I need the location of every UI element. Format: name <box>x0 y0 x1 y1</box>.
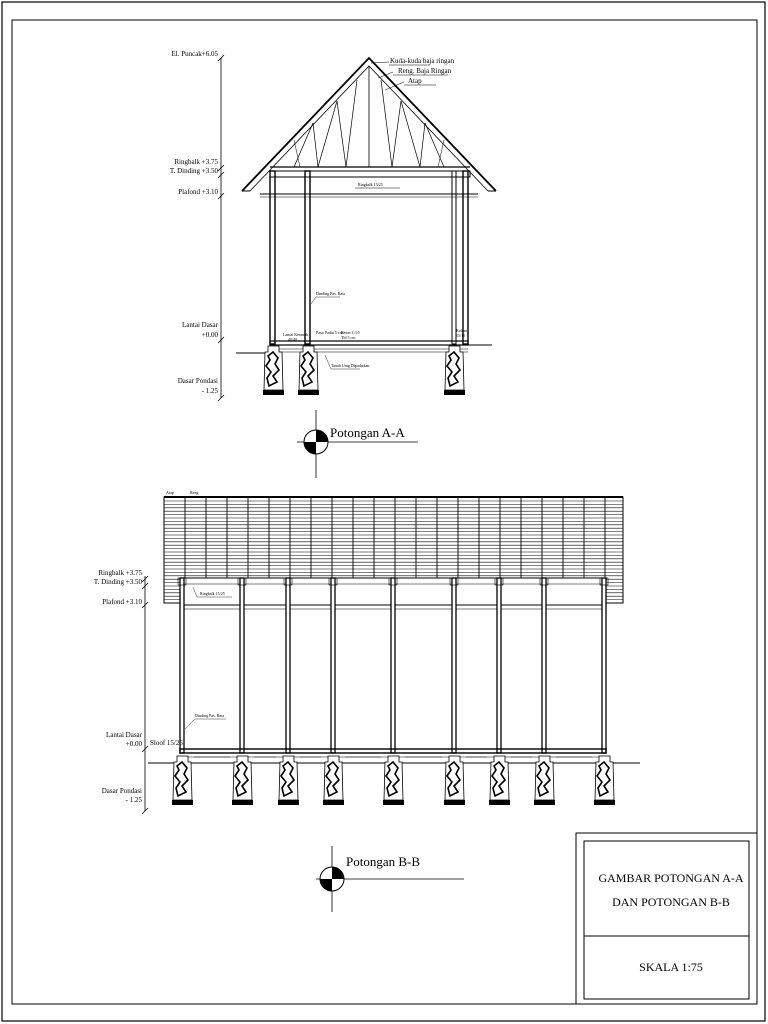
column-bb-5 <box>391 578 395 753</box>
note-reng: Reng. Baja Ringan <box>398 67 452 75</box>
note-truss: Kuda-kuda baja ringan <box>390 57 455 65</box>
note-reng-bb: Reng <box>190 490 199 495</box>
level-peak-label: El. Puncak+6.05 <box>171 50 218 58</box>
footing-bb-5 <box>383 756 404 805</box>
level-pondasi-value: - 1.25 <box>201 387 218 395</box>
column-bb-7 <box>497 578 501 753</box>
footing-bb-1 <box>172 756 193 805</box>
note-pasir: Pasir Padat 5 cm <box>316 330 343 335</box>
column-bb-4 <box>331 578 335 753</box>
level-pondasi-bb-value: - 1.25 <box>125 796 142 804</box>
note-beton: Beton 1:3:5 <box>341 330 360 335</box>
footing-bb-9 <box>594 756 615 805</box>
column-bb-1 <box>180 578 184 753</box>
note-kolom-2: 15/15 <box>456 333 466 338</box>
footing-bb-7 <box>489 756 510 805</box>
level-lantai-bb: Lantai Dasar <box>106 731 142 739</box>
section-aa <box>170 50 496 478</box>
column-bb-2 <box>240 578 244 753</box>
column-bb-9 <box>602 578 606 753</box>
section-bb <box>94 490 640 912</box>
note-lantai-keramik-2: 40/40 <box>288 337 298 342</box>
section-marker-aa <box>297 410 418 478</box>
note-dinding-aa: Dinding Pas. Bata <box>316 291 345 296</box>
level-dinding-label: T. Dinding +3.50 <box>169 167 218 175</box>
column-bb-3 <box>286 578 290 753</box>
footing-bb-3 <box>278 756 299 805</box>
section-marker-bb <box>316 846 464 912</box>
title-scale: SKALA 1:75 <box>639 960 703 974</box>
level-ringbalk-label: Ringbalk +3.75 <box>174 158 218 166</box>
footing-bb-8 <box>534 756 555 805</box>
note-dinding-bb: Dinding Pas. Bata <box>195 713 224 718</box>
level-pondasi-bb: Dasar Pondasi <box>101 787 142 795</box>
note-lantai-keramik: Lantai Keramik <box>283 332 309 337</box>
note-kolom: Kolom <box>456 328 468 333</box>
note-atap-bb: Atap <box>166 490 174 495</box>
footing-bb-2 <box>232 756 253 805</box>
level-sloof-bb: Sloof 15/25 <box>150 739 183 747</box>
footings-aa <box>263 346 465 395</box>
level-pondasi-label: Dasar Pondasi <box>177 377 218 385</box>
title-block <box>576 833 757 1004</box>
level-lantai-value: +0.00 <box>201 331 218 339</box>
column-bb-8 <box>542 578 546 753</box>
footing-bb-4 <box>323 756 344 805</box>
note-ringbalk-bb: Ringbalk 15/25 <box>200 591 225 596</box>
note-atap: Atap <box>408 77 422 85</box>
note-beton-2: Tbl 5 cm <box>341 335 356 340</box>
level-dinding-bb: T. Dinding +3.50 <box>93 578 142 586</box>
level-lantai-bb-value: +0.00 <box>125 740 142 748</box>
level-ringbalk-bb: Ringbalk +3.75 <box>98 569 142 577</box>
footing-bb-6 <box>444 756 465 805</box>
title-line-2: DAN POTONGAN B-B <box>612 895 730 909</box>
level-plafond-bb: Plafond +3.10 <box>102 598 142 606</box>
level-lantai-label: Lantai Dasar <box>182 321 218 329</box>
title-line-1: GAMBAR POTONGAN A-A <box>598 871 744 885</box>
note-ringbalk-aa: Ringbalk 15/25 <box>358 182 383 187</box>
level-plafond-label: Plafond +3.10 <box>178 188 218 196</box>
note-urug: Tanah Urug Dipadatkan <box>331 363 370 368</box>
column-bb-6 <box>452 578 456 753</box>
section-aa-title: Potongan A-A <box>330 425 405 440</box>
section-bb-title: Potongan B-B <box>346 854 421 869</box>
